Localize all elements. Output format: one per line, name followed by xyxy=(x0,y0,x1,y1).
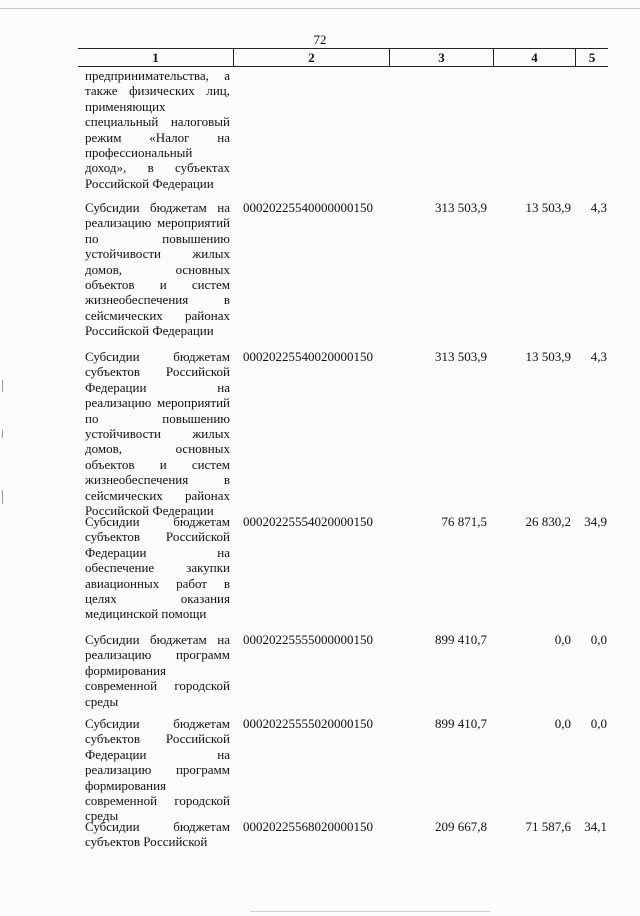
row-value-percent: 0,0 xyxy=(590,716,607,731)
row-name: Субсидии бюджетам субъектов Российской Федерации на реализацию мероприятий по повышению устойчивости жилых домов, основных объектов и систем жизнеобеспечения в сейсмических районах Российской Федерации xyxy=(85,349,230,519)
row-value-actual: 0,0 xyxy=(554,716,571,731)
row-value-actual: 13 503,9 xyxy=(525,349,571,364)
row-value-plan: 899 410,7 xyxy=(435,632,487,647)
header-col-2: 2 xyxy=(308,50,315,65)
row-name: Субсидии бюджетам субъектов Российской Федерации на обеспечение закупки авиационных работ в целях оказания медицинской помощи xyxy=(85,514,230,622)
scan-top-line xyxy=(0,8,640,9)
row-code: 00020225555020000150 xyxy=(243,716,373,731)
row-value-percent: 4,3 xyxy=(590,349,607,364)
row-value-actual: 0,0 xyxy=(554,632,571,647)
scan-edge-mark xyxy=(2,490,3,504)
row-value-plan: 76 871,5 xyxy=(441,514,487,529)
row-value-percent: 34,9 xyxy=(584,514,607,529)
row-value-plan: 313 503,9 xyxy=(435,349,487,364)
row-code: 00020225540020000150 xyxy=(243,349,373,364)
row-name: Субсидии бюджетам на реализацию программ формирования современной городской среды xyxy=(85,632,230,709)
row-name: Субсидии бюджетам субъектов Российской xyxy=(85,819,230,850)
table-header xyxy=(78,48,608,67)
row-code: 00020225568020000150 xyxy=(243,819,373,834)
row-value-percent: 0,0 xyxy=(590,632,607,647)
row-code: 00020225555000000150 xyxy=(243,632,373,647)
scan-bottom-line xyxy=(250,911,490,912)
row-value-plan: 899 410,7 xyxy=(435,716,487,731)
row-name: Субсидии бюджетам субъектов Российской Федерации на реализацию программ формирования современной городской среды xyxy=(85,716,230,824)
row-value-actual: 71 587,6 xyxy=(525,819,571,834)
header-col-4: 4 xyxy=(531,50,538,65)
row-value-plan: 209 667,8 xyxy=(435,819,487,834)
row-name: предпринимательства, а также физических лиц, применяющих специальный налоговый режим «Налог на профессиональный доход», в субъектах Российской Федерации xyxy=(85,68,230,191)
row-value-actual: 26 830,2 xyxy=(525,514,571,529)
row-value-actual: 13 503,9 xyxy=(525,200,571,215)
row-name: Субсидии бюджетам на реализацию мероприятий по повышению устойчивости жилых домов, основных объектов и систем жизнеобеспечения в сейсмических районах Российской Федерации xyxy=(85,200,230,339)
row-code: 00020225554020000150 xyxy=(243,514,373,529)
header-col-3: 3 xyxy=(438,50,445,65)
row-value-plan: 313 503,9 xyxy=(435,200,487,215)
scan-edge-mark xyxy=(2,430,3,438)
row-value-percent: 4,3 xyxy=(590,200,607,215)
row-value-percent: 34,1 xyxy=(584,819,607,834)
page-number: 72 xyxy=(313,32,327,47)
header-col-5: 5 xyxy=(588,50,596,65)
row-code: 00020225540000000150 xyxy=(243,200,373,215)
header-col-1: 1 xyxy=(152,50,159,65)
scan-edge-mark xyxy=(2,380,3,392)
